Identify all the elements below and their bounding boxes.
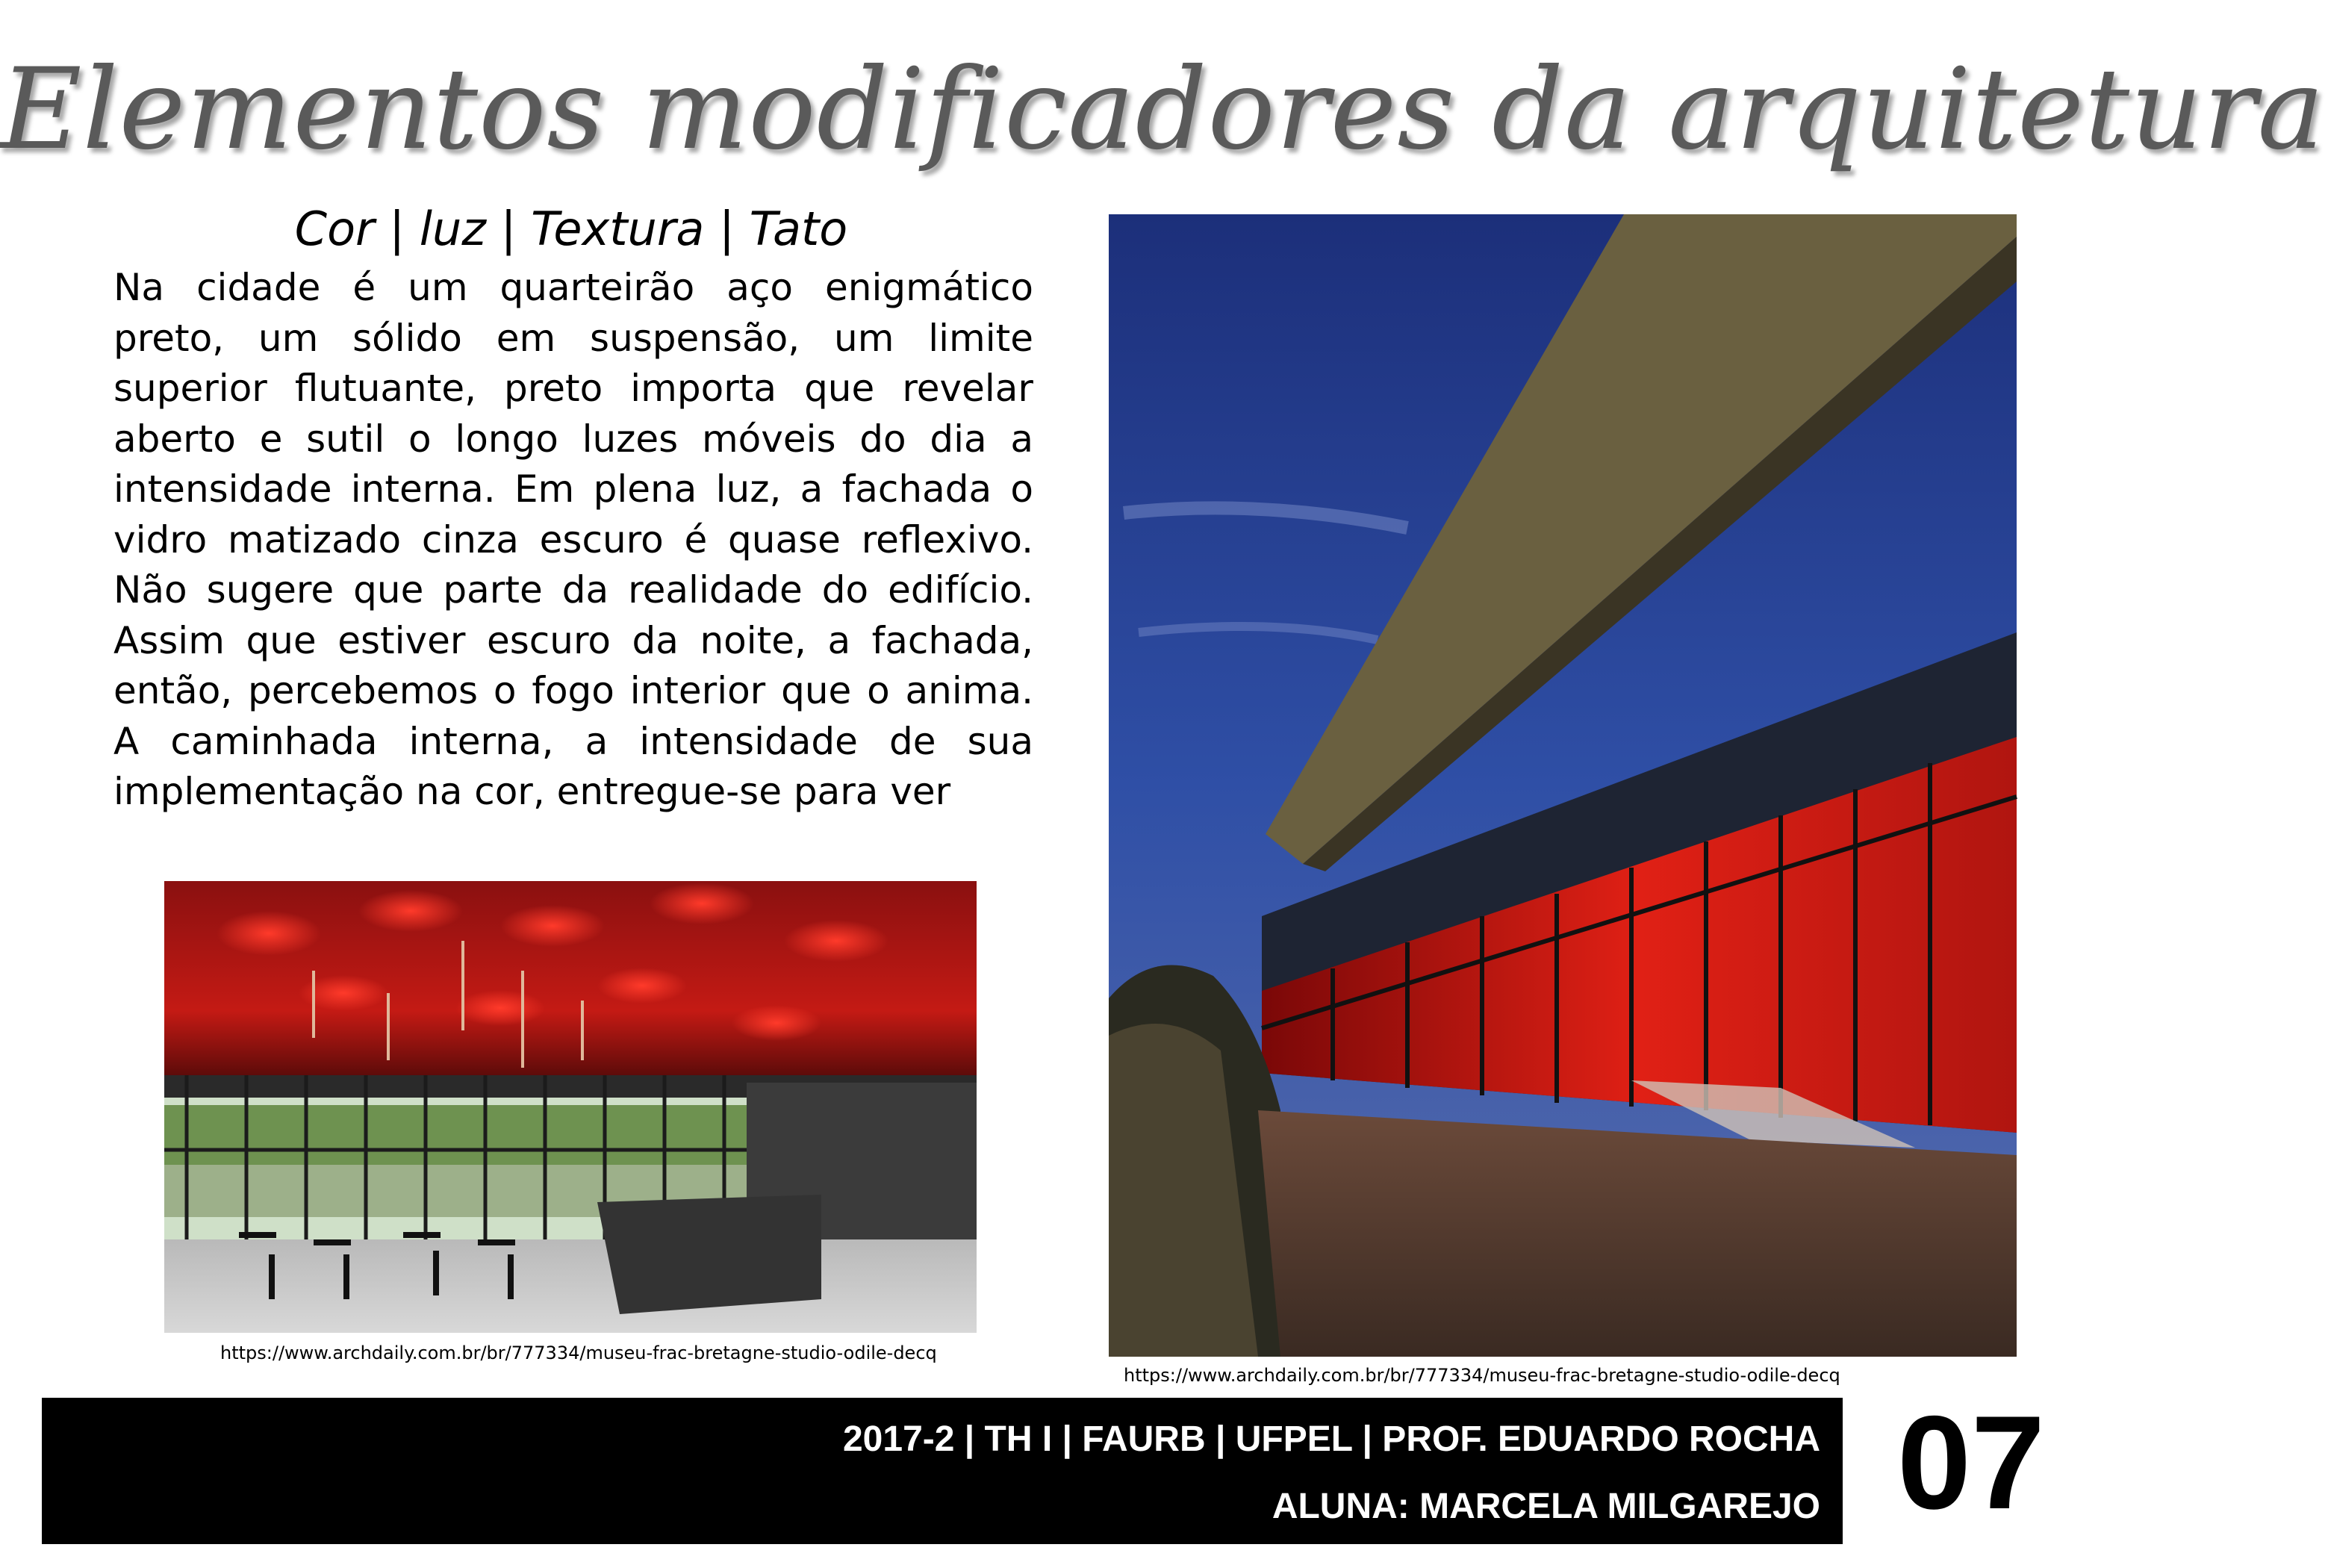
course-info: 2017-2 | TH I | FAURB | UFPEL | PROF. EDUARDO ROCHA: [842, 1419, 1820, 1459]
slide-subtitle: Cor | luz | Textura | Tato: [294, 202, 848, 256]
facade-photo-credit: https://www.archdaily.com.br/br/777334/museu-frac-bretagne-studio-odile-decq: [1124, 1365, 1840, 1386]
interior-photo-credit: https://www.archdaily.com.br/br/777334/museu-frac-bretagne-studio-odile-decq: [220, 1343, 937, 1363]
footer-bar: [42, 1398, 1843, 1544]
facade-photo: [1109, 214, 2017, 1357]
page-number: 07: [1897, 1388, 2045, 1537]
slide-title: Elementos modificadores da arquitetura: [0, 45, 2325, 175]
interior-photo: [164, 881, 977, 1333]
student-name: ALUNA: MARCELA MILGAREJO: [1272, 1487, 1820, 1526]
body-paragraph: Na cidade é um quarteirão aço enigmático preto, um sólido em suspensão, um limite superior flutuante, preto importa que revelar aberto e sutil o longo luzes móveis do dia a intensidade interna. Em plena luz, a fachada o vidro matizado cinza escuro é quase reflexivo. Não sugere que parte da realidade do edifício. Assim que estiver escuro da noite, a fachada, então, percebemos o fogo interior que o anima. A caminhada interna, a intensidade de sua implementação na cor, entregue-se para ver: [113, 266, 1033, 813]
